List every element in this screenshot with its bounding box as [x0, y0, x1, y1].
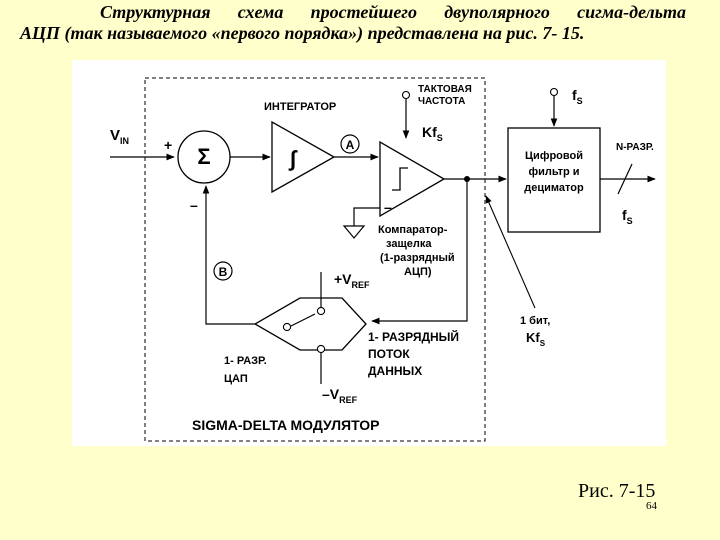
integrator-label: ИНТЕГРАТОР [264, 101, 337, 113]
modulator-label: SIGMA-DELTA МОДУЛЯТОР [192, 417, 380, 433]
title-line-1: Структурная схема простейшего двуполярного сигма-дельта [100, 2, 686, 22]
comparator-label-line1: Компаратор- [378, 224, 448, 236]
vref-plus-label: $+V_{REF}$ [334, 271, 370, 290]
slide-title [20, 2, 686, 44]
bit-kf-label: $Kf_S$ [526, 330, 546, 348]
integrator-triangle [272, 122, 334, 192]
dac-label-line1: 1- РАЗР. [224, 355, 267, 367]
sum-plus-sign: + [164, 137, 173, 153]
sigma-delta-diagram [72, 60, 666, 446]
dac-label-line2: ЦАП [224, 373, 248, 385]
comparator-label-line3: (1-разрядный [380, 252, 455, 264]
fs-terminal [551, 89, 558, 96]
dac-terminal-top [317, 307, 324, 314]
dac-block [255, 298, 366, 350]
clock-kf-label: $Kf_S$ [422, 124, 443, 143]
digital-filter-block [508, 128, 600, 232]
fs-top-label: $f_S$ [572, 87, 583, 106]
comparator-label-line4: АЦП) [404, 266, 432, 278]
stream-label-line3: ДАННЫХ [368, 364, 423, 378]
ground-icon [344, 226, 364, 238]
dac-terminal-bottom [317, 345, 324, 352]
node-b-label: B [218, 265, 228, 279]
sum-minus-sign: – [190, 197, 198, 213]
title-line-2: АЦП (так называемого «первого порядка») представлена на рис. 7- 15. [20, 23, 585, 43]
dac-switch-pivot [283, 323, 290, 330]
clock-label-line1: ТАКТОВАЯ [418, 84, 472, 95]
filter-label-line1: Цифровой [525, 150, 583, 162]
clock-terminal [403, 92, 410, 99]
comparator-label-line2: защелка [386, 238, 432, 250]
input-label: $V_{IN}$ [110, 127, 130, 146]
dac-feedback-wire [206, 186, 255, 324]
stream-label-line1: 1- РАЗРЯДНЫЙ [368, 330, 460, 344]
filter-label-line3: дециматор [524, 182, 584, 194]
slide-number: 64 [646, 500, 657, 512]
fs-bottom-label: $f_S$ [622, 207, 633, 226]
comparator-ground-wire [354, 208, 380, 226]
comparator-minus-sign: – [384, 199, 392, 215]
sum-symbol: Σ [197, 144, 211, 169]
figure-caption: Рис. 7-15 [578, 480, 656, 502]
bit-label: 1 бит, [520, 315, 551, 327]
vref-minus-label: $-V_{REF}$ [322, 386, 358, 405]
diagram-svg [72, 60, 666, 446]
integral-symbol: ∫ [290, 146, 297, 171]
stream-label-line2: ПОТОК [368, 347, 410, 361]
filter-label-line2: фильтр и [528, 166, 580, 178]
output-bits-label: N-РАЗР. [616, 142, 654, 153]
clock-label-line2: ЧАСТОТА [418, 96, 466, 107]
node-a-label: A [345, 138, 355, 152]
